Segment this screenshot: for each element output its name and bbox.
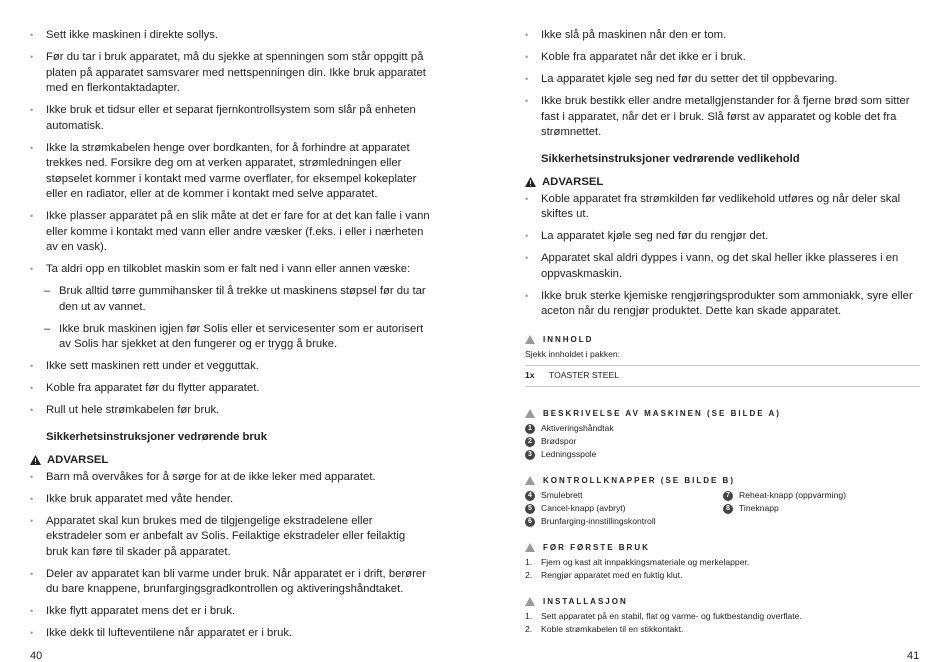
installasjon-steps	[525, 610, 920, 636]
step-item	[525, 569, 920, 582]
step-number: 2.	[525, 624, 533, 634]
package-contents-row	[525, 365, 920, 387]
step-item	[525, 556, 920, 569]
list-item: • Ikke sett maskinen rett under et vegguttak.	[30, 359, 430, 375]
list-item: • Ikke bruk bestikk eller andre metallgjenstander for å fjerne brød som sitter fast i apparatet, når det er i bruk. Slå først av apparatet og koble det fra strømnettet.	[525, 94, 920, 141]
control-number: 4	[525, 491, 535, 501]
part-item	[525, 435, 920, 448]
installasjon-title: INSTALLASJON	[543, 597, 628, 606]
list-item: • Ikke flytt apparatet mens det er i bruk.	[30, 604, 430, 620]
part-item	[525, 422, 920, 435]
control-label: Brunfarging-innstillingskontroll	[541, 516, 656, 526]
control-number: 6	[525, 517, 535, 527]
forste-bruk-heading	[525, 543, 920, 552]
innhold-subtitle: Sjekk innholdet i pakken:	[525, 349, 621, 359]
page-number-right: 41	[907, 650, 920, 662]
list-item: • Ikke bruk et tidsur eller et separat fjernkontrollsystem som slår på enheten automatisk.	[30, 103, 430, 134]
step-item	[525, 623, 920, 636]
control-item	[723, 502, 921, 515]
control-item	[525, 502, 723, 515]
list-item: • Barn må overvåkes for å sørge for at de ikke leker med apparatet.	[30, 470, 430, 486]
list-item: • Ikke plasser apparatet på en slik måte at det er fare for at det kan falle i vann eller komme i kontakt med vann eller andre væsker (f.eks. i eller i nærheten av en vask).	[30, 209, 430, 256]
list-item: • Apparatet skal kun brukes med de tilgjengelige ekstradelene eller ekstradeler som er anbefalt av Solis. Feilaktige ekstradeler eller feilaktig bruk kan føre til skader på apparatet.	[30, 514, 430, 561]
list-item: • Sett ikke maskinen i direkte sollys.	[30, 28, 430, 44]
list-item: • Koble apparatet fra strømkilden før vedlikehold utføres og når deler skal skiftes ut.	[525, 192, 920, 223]
list-item: • Ikke la strømkabelen henge over bordkanten, for å forhindre at apparatet trekkes ned. Forsikre deg om at verken apparatet, strømledningen eller støpselet kommer i kontakt med varme overflater, for eksempel kokeplater eller en radiator, eller at de kommer i kontakt med selve apparatet.	[30, 141, 430, 203]
kontroll-heading	[525, 476, 920, 485]
list-item: • Rull ut hele strømkabelen før bruk.	[30, 403, 430, 419]
warning-heading	[525, 176, 920, 188]
installasjon-heading	[525, 597, 920, 606]
sub-list-item	[30, 322, 430, 353]
control-number: 8	[723, 504, 733, 514]
innhold-heading	[525, 335, 920, 344]
package-qty: 1x	[525, 370, 535, 380]
list-item: • Ikke bruk apparatet med våte hender.	[30, 492, 430, 508]
warning-label: ADVARSEL	[542, 175, 604, 188]
warning-heading	[30, 454, 430, 466]
forste-bruk-steps	[525, 556, 920, 582]
kontroll-title: KONTROLLKNAPPER (SE BILDE B)	[543, 476, 735, 485]
control-label: Smulebrett	[541, 490, 583, 500]
warning-label: ADVARSEL	[47, 453, 109, 466]
dash-marker: –	[44, 285, 51, 297]
control-label: Cancel-knapp (avbryt)	[541, 503, 626, 513]
control-item	[525, 515, 723, 528]
beskrivelse-title: BESKRIVELSE AV MASKINEN (SE BILDE A)	[543, 409, 781, 418]
warning-icon	[30, 455, 41, 465]
forste-bruk-title: FØR FØRSTE BRUK	[543, 543, 650, 552]
warning-icon	[525, 177, 536, 187]
list-item: • Deler av apparatet kan bli varme under bruk. Når apparatet er i drift, berører du bare knappene, brunfargingsgradkontrollen og aktiveringshåndtaket.	[30, 567, 430, 598]
control-item	[525, 489, 723, 502]
list-item: • Ikke slå på maskinen når den er tom.	[525, 28, 920, 44]
package-item: TOASTER STEEL	[549, 370, 620, 380]
left-column	[30, 28, 430, 648]
step-text: Koble strømkabelen til en stikkontakt.	[541, 624, 684, 634]
step-item	[525, 610, 920, 623]
list-item: • La apparatet kjøle seg ned før du rengjør det.	[525, 229, 920, 245]
dash-marker: –	[44, 322, 51, 335]
list-item: • La apparatet kjøle seg ned før du setter det til oppbevaring.	[525, 72, 920, 88]
part-number: 1	[525, 424, 535, 434]
control-label: Reheat-knapp (oppvarming)	[739, 490, 847, 500]
triangle-icon	[525, 597, 535, 606]
sub-list-text: Ikke bruk maskinen igjen før Solis eller et servicesenter som er autorisert av Solis har sjekket at den fungerer og er trygg å bruke.	[59, 322, 424, 350]
sub-list-text: Bruk alltid tørre gummihansker til å trekke ut maskinens støpsel før du tar den ut av vannet.	[59, 285, 426, 313]
part-label: Aktiveringshåndtak	[541, 423, 614, 433]
right-column	[525, 28, 920, 651]
step-number: 1.	[525, 557, 533, 567]
sub-list-item	[30, 284, 430, 315]
part-item	[525, 448, 920, 461]
section-heading: Sikkerhetsinstruksjoner vedrørende bruk	[46, 430, 267, 443]
part-label: Ledningsspole	[541, 449, 597, 459]
triangle-icon	[525, 476, 535, 485]
triangle-icon	[525, 409, 535, 418]
list-item: • Koble fra apparatet når det ikke er i bruk.	[525, 50, 920, 66]
innhold-title: INNHOLD	[543, 335, 594, 344]
list-item: • Koble fra apparatet før du flytter apparatet.	[30, 381, 430, 397]
list-item: • Ta aldri opp en tilkoblet maskin som er falt ned i vann eller annen væske:	[30, 262, 430, 278]
page-number-left: 40	[30, 650, 43, 662]
step-number: 1.	[525, 611, 533, 621]
part-number: 3	[525, 450, 535, 460]
list-item: • Ikke bruk sterke kjemiske rengjøringsprodukter som ammoniakk, syre eller aceton når du rengjør produktet. Dette kan skade apparatet.	[525, 289, 920, 320]
step-text: Fjern og kast alt innpakkingsmateriale og merkelapper.	[541, 557, 750, 567]
part-label: Brødspor	[541, 436, 577, 446]
list-item: • Apparatet skal aldri dyppes i vann, og det skal heller ikke plasseres i en oppvaskmaskin.	[525, 251, 920, 282]
part-number: 2	[525, 437, 535, 447]
controls-list	[525, 489, 920, 528]
list-item: • Før du tar i bruk apparatet, må du sjekke at spenningen som står oppgitt på platen på apparatet samsvarer med nettspenningen din. Ikke bruk apparatet med en flerkontaktadapter.	[30, 50, 430, 97]
triangle-icon	[525, 335, 535, 344]
control-item	[723, 489, 921, 502]
control-number: 5	[525, 504, 535, 514]
control-label: Tineknapp	[739, 503, 779, 513]
beskrivelse-heading	[525, 409, 920, 418]
parts-list	[525, 422, 920, 461]
triangle-icon	[525, 543, 535, 552]
step-number: 2.	[525, 570, 533, 580]
control-number: 7	[723, 491, 733, 501]
step-text: Rengjør apparatet med en fuktig klut.	[541, 570, 683, 580]
step-text: Sett apparatet på en stabil, flat og varme- og fuktbestandig overflate.	[541, 611, 802, 621]
section-heading: Sikkerhetsinstruksjoner vedrørende vedlikehold	[541, 152, 800, 165]
list-item: • Ikke dekk til lufteventilene når apparatet er i bruk.	[30, 626, 430, 642]
